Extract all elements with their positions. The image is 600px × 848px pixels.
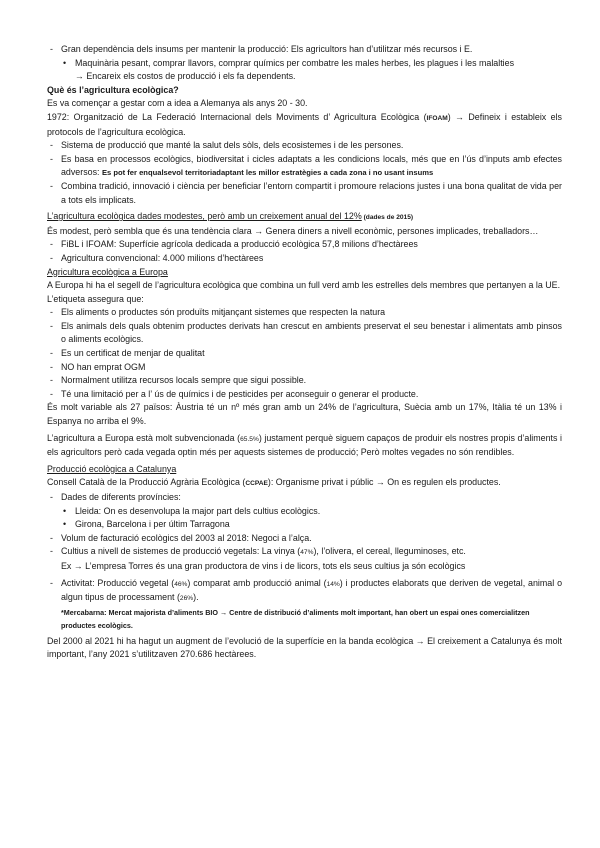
list-item: - Dades de diferents províncies: — [47, 491, 562, 505]
dot-bullet: • — [63, 519, 67, 530]
paragraph: Del 2000 al 2021 hi ha hagut un augment de l’evolució de la superfície en la banda ecològica → El creixement a Catalunya és molt important, l’any 2021 s’utilitzaven 270.686 hectàrees. — [47, 635, 562, 660]
heading-note: (dades de 2015) — [361, 214, 414, 222]
intro-dependence-sub: Maquinària pesant, comprar llavors, comprar químics per combatre les males herbes, les plagues i les malalties — [75, 57, 515, 68]
list-item: - Els animals dels quals obtenim productes derivats han crescut en ambients preservat el seu benestar i alimentats amb pinsos o aliments ecològics. — [50, 320, 562, 345]
example-line: Ex → L’empresa Torres és una gran productora de vins i de licors, tots els seus cultius ja són ecològics — [61, 560, 466, 571]
dash-bullet: - — [50, 140, 53, 151]
list-item: - Activitat: Producció vegetal (46%) comparat amb producció animal (14%) i productes elaborats que deriven de vegetal, animal o algun tipus de processament (26%). — [50, 577, 563, 603]
paragraph: A Europa hi ha el segell de l’agricultura ecològica que combina un full verd amb les estrelles dels membres que pertanyen a la UE. — [47, 280, 561, 291]
dash-bullet: - — [50, 44, 53, 54]
list-item: - Sistema de producció que manté la salut dels sòls, dels ecosistemes i de les persones. — [47, 139, 562, 153]
dash-bullet: - — [50, 577, 53, 588]
dash-bullet: - — [50, 153, 53, 164]
abbr-ifoam: IFOAM — [426, 114, 448, 122]
list-item: - NO han emprat OGM — [50, 361, 146, 372]
list-item: - Cultius a nivell de sistemes de producció vegetals: La vinya (47%), l’olivera, el cereal, lleguminoses, etc. — [47, 545, 562, 560]
list-item: - Volum de facturació ecològics del 2003 al 2018: Negoci a l’alça. — [47, 532, 562, 546]
list-item: - Té una limitació per a l’ ús de químics i de pesticides per aconseguir o generar el producte. — [50, 388, 419, 399]
dash-bullet: - — [50, 180, 53, 191]
sub-list-item — [47, 57, 562, 71]
document-body — [47, 43, 562, 662]
dash-bullet: - — [50, 239, 53, 250]
list-item: - Es un certificat de menjar de qualitat — [50, 348, 205, 359]
intro-dependence-result: → Encareix els costos de producció i els fa dependents. — [75, 71, 296, 82]
paragraph: 1972: Organització de La Federació Internacional dels Moviments d’ Agricultura Ecològica (IFOAM) → Defineix i estableix els protocols de l’agricultura ecològica. — [47, 111, 562, 137]
dash-bullet: - — [50, 252, 53, 263]
dash-bullet: - — [50, 492, 53, 502]
paragraph: És molt variable als 27 països: Àustria té un nº més gran amb un 24% de l’agricultura, Suècia amb un 17%, Itàlia té un 13% i Espanya no arriba el 9%. — [47, 402, 562, 427]
abbr-ccpae: CCPAE — [245, 480, 268, 488]
sub-list-item: • Girona, Barcelona i per últim Tarragona — [47, 518, 562, 532]
section-heading-catalunya: Producció ecològica a Catalunya — [47, 463, 177, 474]
paragraph: És modest, però sembla que és una tendència clara → Genera diners a nivell econòmic, persones implicades, treballadors… — [47, 225, 539, 236]
subsidy-pct: 65.5% — [240, 435, 259, 443]
section-heading-que-es: Què és l’agricultura ecològica? — [47, 84, 179, 95]
list-item: - Agricultura convencional: 4.000 milions d’hectàrees — [47, 252, 562, 266]
list-item: - Normalment utilitza recursos locals sempre que sigui possible. — [50, 375, 307, 386]
vinya-pct: 47% — [300, 549, 314, 557]
paragraph: L’etiqueta assegura que: — [47, 293, 144, 304]
paragraph: Consell Català de la Producció Agrària Ecològica (CCPAE): Organisme privat i públic → On es regulen els productes. — [47, 477, 501, 488]
list-item: - Es basa en processos ecològics, biodiversitat i cicles adaptats a les condicions locals, més que en l’ús d’inputs amb efectes adversos: Es pot fer enqualsevol territoriadaptant les millor estratègies a cada zona i no usant insums — [50, 153, 562, 178]
dash-bullet: - — [50, 532, 53, 543]
section-heading-dades: L’agricultura ecològica dades modestes, però amb un creixement anual del 12% (dades de 2015) — [47, 211, 414, 222]
list-item: - Els aliments o productes són produïts mitjançant sistemes que respecten la natura — [50, 307, 386, 318]
paragraph: Es va començar a gestar com a idea a Alemanya als anys 20 - 30. — [47, 98, 308, 109]
section-heading-europa: Agricultura ecològica a Europa — [47, 266, 168, 277]
dot-bullet: • — [63, 505, 67, 516]
list-item: - Combina tradició, innovació i ciència per beneficiar l’entorn compartit i promoure relacions justes i una bona qualitat de vida per a tots els implicats. — [50, 180, 562, 205]
sub-list-item: • Lleida: On es desenvolupa la major part dels cultius ecològics. — [47, 505, 562, 519]
list-item: - FiBL i IFOAM: Superfície agrícola dedicada a producció ecològica 57,8 milions d’hectàrees — [47, 238, 562, 252]
paragraph: L’agricultura a Europa està molt subvencionada (65.5%) justament perquè siguem capaços de produir els nostres propis d’aliments i els agricultors però cada vegada optin més per aquests sistemes de producció; Però moltes vegades no són rendibles. — [47, 432, 562, 458]
dot-bullet: • — [63, 57, 67, 68]
mercabarna-note: *Mercabarna: Mercat majorista d’aliments BIO → Centre de distribució d’aliments molt important, han obert un espai ones comercialitzen productes ecològics. — [61, 607, 530, 630]
list-item — [47, 43, 562, 57]
intro-dependence: Gran dependència dels insums per mantenir la producció: Els agricultors han d’utilitzar més recursos i E. — [61, 44, 473, 54]
bold-highlight: Es pot fer enqualsevol territoriadaptant les millor estratègies a cada zona i no usant insums — [101, 168, 434, 178]
dash-bullet: - — [50, 546, 53, 557]
